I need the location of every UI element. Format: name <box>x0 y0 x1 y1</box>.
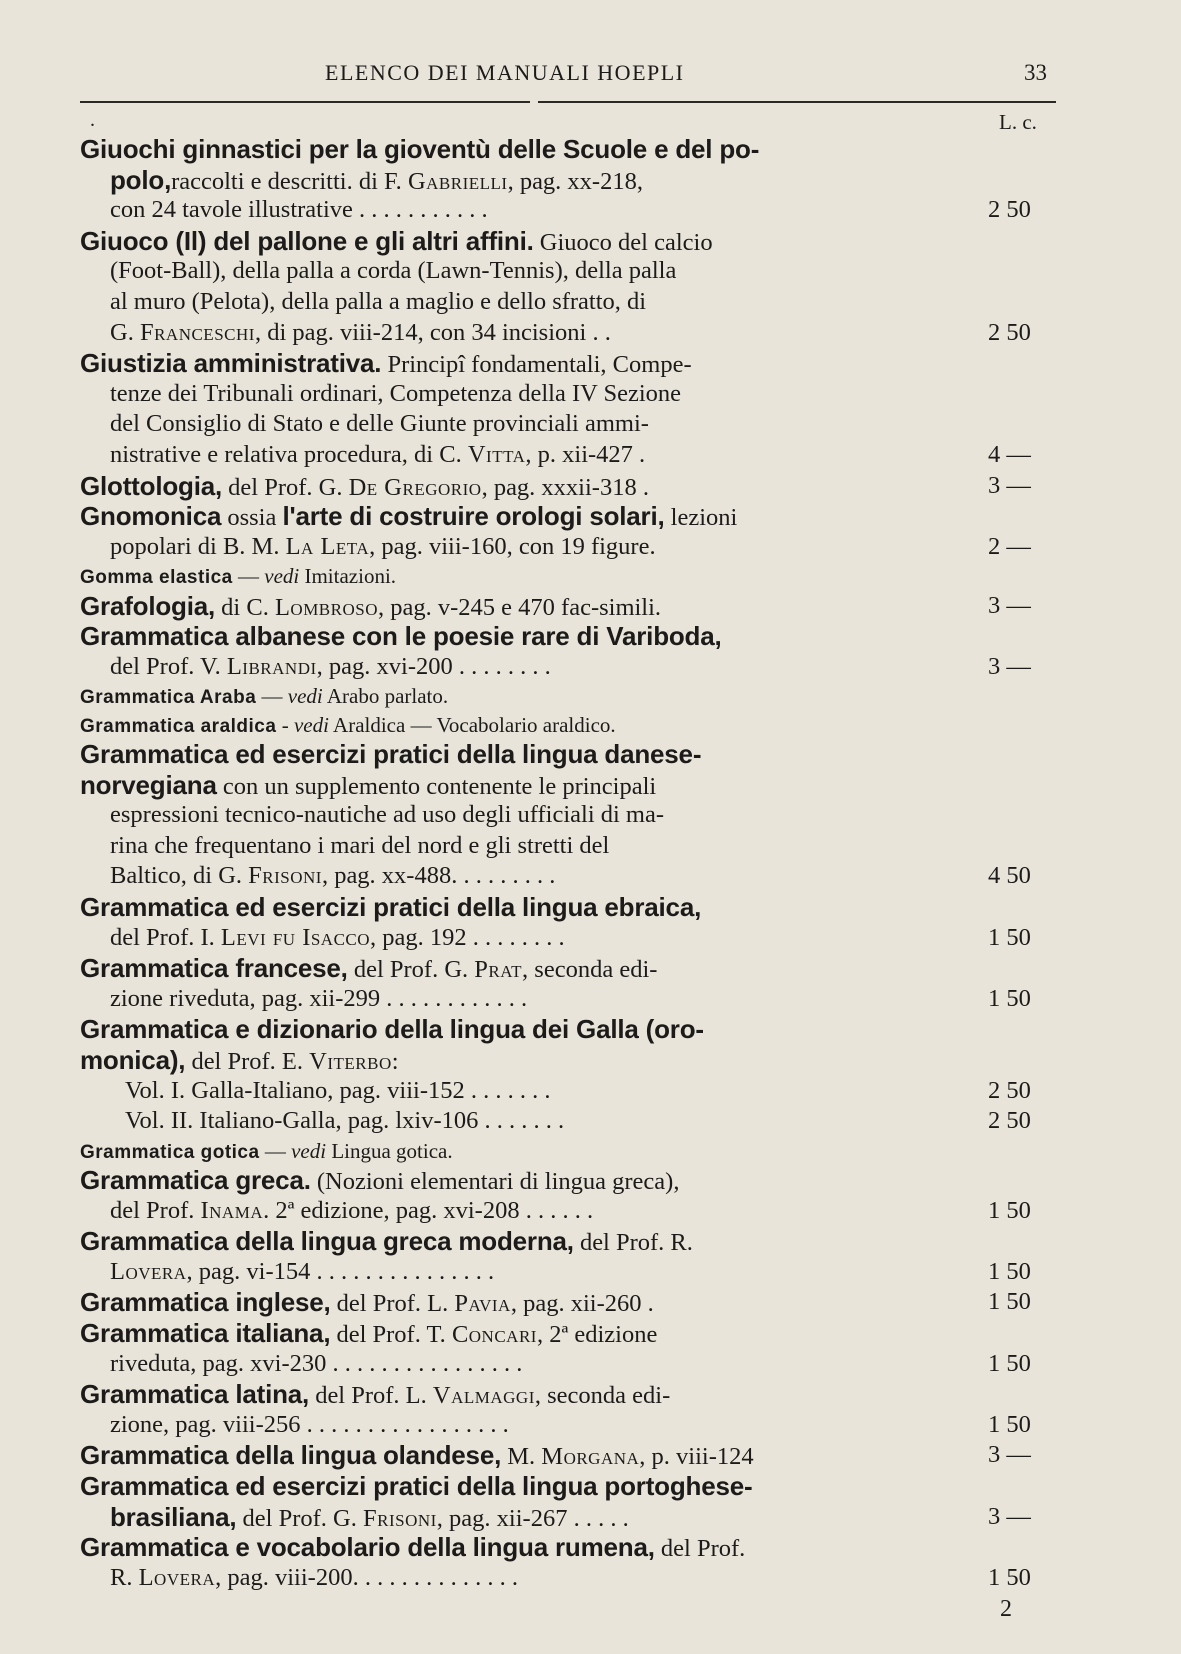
entry-title: Grammatica ed esercizi pratici della lingua ebraica, <box>80 891 702 922</box>
dot-leader: . <box>647 1290 654 1318</box>
entry-text: con 24 tavole illustrative <box>110 196 353 224</box>
entry-text: del Prof. L. <box>330 1290 455 1318</box>
catalog-entry <box>80 471 1080 502</box>
entry-text: , pag. viii-160, con 19 figure. <box>369 532 656 560</box>
catalog-entry <box>80 1440 1080 1471</box>
dot-leader: . . <box>592 318 611 346</box>
catalog-entries <box>80 134 1080 1593</box>
entry-price: 3 — <box>988 591 1031 619</box>
entry-text: del Prof. T. <box>330 1320 452 1348</box>
entry-title: Grammatica ed esercizi pratici della lingua portoghese- <box>80 1470 753 1501</box>
entry-text: con un supplemento contenente le principali <box>216 772 657 800</box>
entry-title: Grammatica ed esercizi pratici della lingua danese- <box>80 738 702 769</box>
dot-leader: . . . . . . <box>525 1196 594 1224</box>
catalog-entry <box>80 591 1080 622</box>
entry-text: — <box>259 1138 292 1163</box>
entry-author: Levi fu Isacco <box>220 923 371 951</box>
catalog-entry <box>80 1014 1080 1136</box>
price-column-header: L. c. <box>999 110 1037 134</box>
dot-leader: . . . . . . . <box>484 1107 565 1135</box>
entry-text: , pag. 192 <box>370 923 467 951</box>
entry-title: Grammatica italiana, <box>80 1317 331 1348</box>
entry-price: 3 — <box>988 1502 1031 1530</box>
entry-text: , pag. xx-218, <box>507 167 643 195</box>
dot-leader: . . . . . . . . . . . . . <box>364 1563 518 1591</box>
entry-author: Frisoni <box>363 1504 437 1532</box>
entry-text: . 2ª edizione, pag. xvi-208 <box>263 1196 520 1224</box>
entry-price: 1 50 <box>988 1349 1031 1377</box>
entry-text: espressioni tecnico-nautiche ad uso degli ufficiali di ma- <box>110 801 665 829</box>
entry-text: zione riveduta, pag. xii-299 <box>110 984 381 1012</box>
entry-price: 1 50 <box>988 1288 1031 1316</box>
catalog-entry <box>80 739 1080 892</box>
entry-title: Giustizia amministrativa. <box>80 348 382 379</box>
catalog-entry <box>80 1165 1080 1226</box>
entry-price: 1 50 <box>988 923 1031 951</box>
entry-text: , 2ª edizione <box>536 1320 658 1348</box>
entry-text: ossia <box>221 504 283 532</box>
entry-price: 2 50 <box>988 1107 1031 1135</box>
dot-leader: . . . . . . . . . . . <box>359 196 488 224</box>
catalog-entry <box>80 348 1080 470</box>
entry-text: , pag. vi-154 <box>186 1257 311 1285</box>
catalog-entry <box>80 1287 1080 1318</box>
catalog-entry <box>80 1226 1080 1287</box>
entry-title: Grammatica gotica <box>80 1141 260 1163</box>
dot-leader: . . . . . . . . . . . . <box>386 984 528 1012</box>
entry-text: (Foot-Ball), della palla a corda (Lawn-Tennis), della palla <box>110 257 677 285</box>
entry-title: Grammatica della lingua olandese, <box>80 1440 502 1471</box>
entry-text: , pag. v-245 e 470 fac-simili. <box>378 593 662 621</box>
entry-title: Grammatica albanese con le poesie rare di Variboda, <box>80 621 722 652</box>
entry-text: tenze dei Tribunali ordinari, Competenza della IV Sezione <box>110 379 682 407</box>
catalog-entry <box>80 892 1080 953</box>
volume-line <box>80 1106 1080 1137</box>
entry-price: 2 — <box>988 532 1031 560</box>
entry-title: Gnomonica <box>80 501 222 532</box>
entry-text: G. <box>110 318 140 346</box>
entry-title: Grammatica francese, <box>80 953 348 984</box>
entry-author: Viterbo <box>309 1047 392 1075</box>
vedi-label: vedi <box>264 564 300 589</box>
entry-text: del Prof. L. <box>309 1382 433 1410</box>
entry-title: Giuochi ginnastici per la gioventù delle Scuole e del po- <box>80 134 760 164</box>
entry-price: 1 50 <box>988 1196 1031 1224</box>
entry-price: 4 50 <box>988 862 1031 890</box>
entry-price: 3 — <box>988 471 1031 499</box>
entry-title-cont: brasiliana, <box>110 1501 237 1532</box>
entry-title: Giuoco (Il) del pallone e gli altri affini. <box>80 225 534 256</box>
dot-leader: . . . . . . . <box>470 1076 551 1104</box>
entry-price: 2 50 <box>988 196 1031 224</box>
entry-title-cont: l'arte di costruire orologi solari, <box>282 501 665 532</box>
dot-leader: . . . . . . . . . . . . . . . . <box>332 1349 523 1377</box>
dot-leader: . . . . . <box>573 1504 629 1532</box>
catalog-entry <box>80 953 1080 1014</box>
entry-text: del Consiglio di Stato e delle Giunte provinciali ammi- <box>110 410 649 438</box>
entry-price: 1 50 <box>988 1410 1031 1438</box>
cross-reference <box>80 682 1080 710</box>
catalog-entry <box>80 1532 1080 1593</box>
entry-title-cont: norvegiana <box>80 769 217 800</box>
entry-price: 1 50 <box>988 1563 1031 1591</box>
entry-author: De Gregorio <box>348 473 482 501</box>
running-head: ELENCO DEI MANUALI HOEPLI <box>325 60 685 85</box>
entry-text: zione, pag. viii-256 <box>110 1410 301 1438</box>
entry-text: , pag. xii-260 <box>510 1290 642 1318</box>
entry-price: 3 — <box>988 1441 1031 1469</box>
page-number: 33 <box>1024 60 1047 85</box>
header-rule-left <box>80 101 530 103</box>
entry-text: , pag. viii-200. <box>215 1563 359 1591</box>
entry-author: Lovera <box>138 1563 216 1591</box>
entry-title-cont: monica), <box>80 1044 186 1075</box>
entry-title: Grammatica e vocabolario della lingua rumena, <box>80 1532 655 1563</box>
entry-text: Baltico, di G. <box>110 862 249 890</box>
entry-text: del Prof. I. <box>110 923 221 951</box>
catalog-entry <box>80 226 1080 348</box>
dot-leader: . <box>639 440 646 468</box>
entry-text: del Prof. G. <box>347 956 475 984</box>
entry-price: 3 — <box>988 652 1031 680</box>
entry-text: — <box>256 684 288 709</box>
entry-text: Vol. I. Galla-Italiano, pag. viii-152 <box>125 1076 465 1104</box>
entry-text: - <box>276 712 294 737</box>
entry-author: Valmaggi <box>432 1382 535 1410</box>
entry-price: 2 50 <box>988 1076 1031 1104</box>
entry-text: , seconda edi- <box>522 956 658 984</box>
vedi-label: vedi <box>287 684 323 709</box>
entry-text: Arabo parlato. <box>322 684 449 709</box>
catalog-entry <box>80 134 1080 226</box>
catalog-entry <box>80 1471 1080 1532</box>
entry-author: Lombroso <box>274 593 378 621</box>
entry-text: , pag. xvi-200 <box>316 652 453 680</box>
entry-text: Vol. II. Italiano-Galla, pag. lxiv-106 <box>125 1107 479 1135</box>
cross-reference <box>80 562 1080 590</box>
entry-text: nistrative e relativa procedura, di C. <box>110 440 468 468</box>
dot-leader: . . . . . . . . . . . . . . . . . <box>306 1410 509 1438</box>
entry-author: Morgana <box>541 1443 640 1471</box>
entry-text: , p. viii-124 <box>639 1443 754 1471</box>
entry-title: Grammatica della lingua greca moderna, <box>80 1226 574 1257</box>
entry-author: Librandi <box>226 652 317 680</box>
entry-text: Araldica — Vocabolario araldico. <box>328 712 616 737</box>
entry-text: R. <box>110 1563 139 1591</box>
entry-text: , pag. xxxii-318 <box>481 473 637 501</box>
entry-text: Principî fondamentali, Compe- <box>381 351 692 379</box>
catalog-entry <box>80 501 1080 562</box>
leading-dot: . <box>90 109 95 131</box>
entry-title: Grammatica araldica <box>80 715 277 737</box>
entry-text: lezioni <box>664 504 738 532</box>
entry-text: del Prof. R. <box>573 1229 693 1257</box>
entry-text: del Prof. E. <box>185 1047 310 1075</box>
entry-title: Grammatica Araba <box>80 687 257 709</box>
entry-author: Vitta <box>467 440 526 468</box>
entry-text: , pag. xii-267 <box>436 1504 568 1532</box>
entry-author: Gabrielli <box>407 167 508 195</box>
entry-title: Grammatica inglese, <box>80 1287 331 1318</box>
entry-text: popolari di B. M. <box>110 532 286 560</box>
entry-author: Franceschi <box>139 318 255 346</box>
entry-text: del Prof. G. <box>236 1504 363 1532</box>
entry-price: 1 50 <box>988 1257 1031 1285</box>
entry-price: 2 50 <box>988 318 1031 346</box>
entry-text: M. <box>501 1443 542 1471</box>
entry-text: Giuoco del calcio <box>533 228 713 256</box>
dot-leader: . . . . . . . . <box>463 862 556 890</box>
entry-text: , pag. xx-488. <box>321 862 458 890</box>
entry-text: del Prof. V. <box>110 652 227 680</box>
cross-reference <box>80 711 1080 739</box>
entry-text: del Prof. <box>654 1535 746 1563</box>
entry-title: Grafologia, <box>80 590 216 621</box>
entry-title-cont: polo, <box>110 164 172 195</box>
catalog-entry <box>80 621 1080 682</box>
entry-author: Frisoni <box>248 862 322 890</box>
entry-text: : <box>391 1047 399 1075</box>
entry-text: rina che frequentano i mari del nord e gli stretti del <box>110 831 610 859</box>
dot-leader: . . . . . . . . <box>458 652 551 680</box>
cross-reference <box>80 1137 1080 1165</box>
entry-author: La Leta <box>285 532 370 560</box>
entry-price: 4 — <box>988 440 1031 468</box>
header-rule-right <box>538 101 1056 103</box>
entry-text: del Prof. G. <box>222 473 349 501</box>
vedi-label: vedi <box>291 1138 327 1163</box>
entry-text: — <box>232 564 265 589</box>
entry-text: (Nozioni elementari di lingua greca), <box>310 1168 680 1195</box>
entry-author: Concari <box>451 1320 537 1348</box>
entry-text: , seconda edi- <box>534 1382 671 1410</box>
catalog-entry <box>80 1379 1080 1440</box>
entry-price: 1 50 <box>988 984 1031 1012</box>
entry-text: del Prof. <box>110 1196 201 1224</box>
vedi-label: vedi <box>293 712 329 737</box>
signature-mark: 2 <box>1000 1596 1012 1622</box>
catalog-entry <box>80 1318 1080 1379</box>
volume-line <box>80 1076 1080 1107</box>
entry-text: , di pag. viii-214, con 34 incisioni <box>254 318 587 346</box>
entry-author: Inama <box>200 1196 264 1224</box>
entry-title: Grammatica greca. <box>80 1165 311 1195</box>
entry-text: al muro (Pelota), della palla a maglio e dello sfratto, di <box>110 287 647 315</box>
entry-author: Pavia <box>454 1290 511 1318</box>
entry-author: Prat <box>474 956 523 984</box>
entry-text: Lingua gotica. <box>326 1138 453 1163</box>
entry-title: Grammatica latina, <box>80 1379 310 1410</box>
entry-text: , p. xii-427 <box>525 440 633 468</box>
entry-text: Imitazioni. <box>299 564 397 589</box>
dot-leader: . . . . . . . . <box>472 923 565 951</box>
dot-leader: . . . . . . . . . . . . . . . <box>316 1257 495 1285</box>
entry-text: riveduta, pag. xvi-230 <box>110 1349 327 1377</box>
entry-text: di C. <box>215 593 275 621</box>
entry-title: Grammatica e dizionario della lingua dei Galla (oro- <box>80 1014 704 1045</box>
entry-text: raccolti e descritti. di F. <box>171 167 408 195</box>
entry-title: Glottologia, <box>80 470 223 501</box>
dot-leader: . <box>642 473 649 501</box>
entry-title: Gomma elastica <box>80 567 233 589</box>
entry-author: Lovera <box>110 1257 187 1285</box>
